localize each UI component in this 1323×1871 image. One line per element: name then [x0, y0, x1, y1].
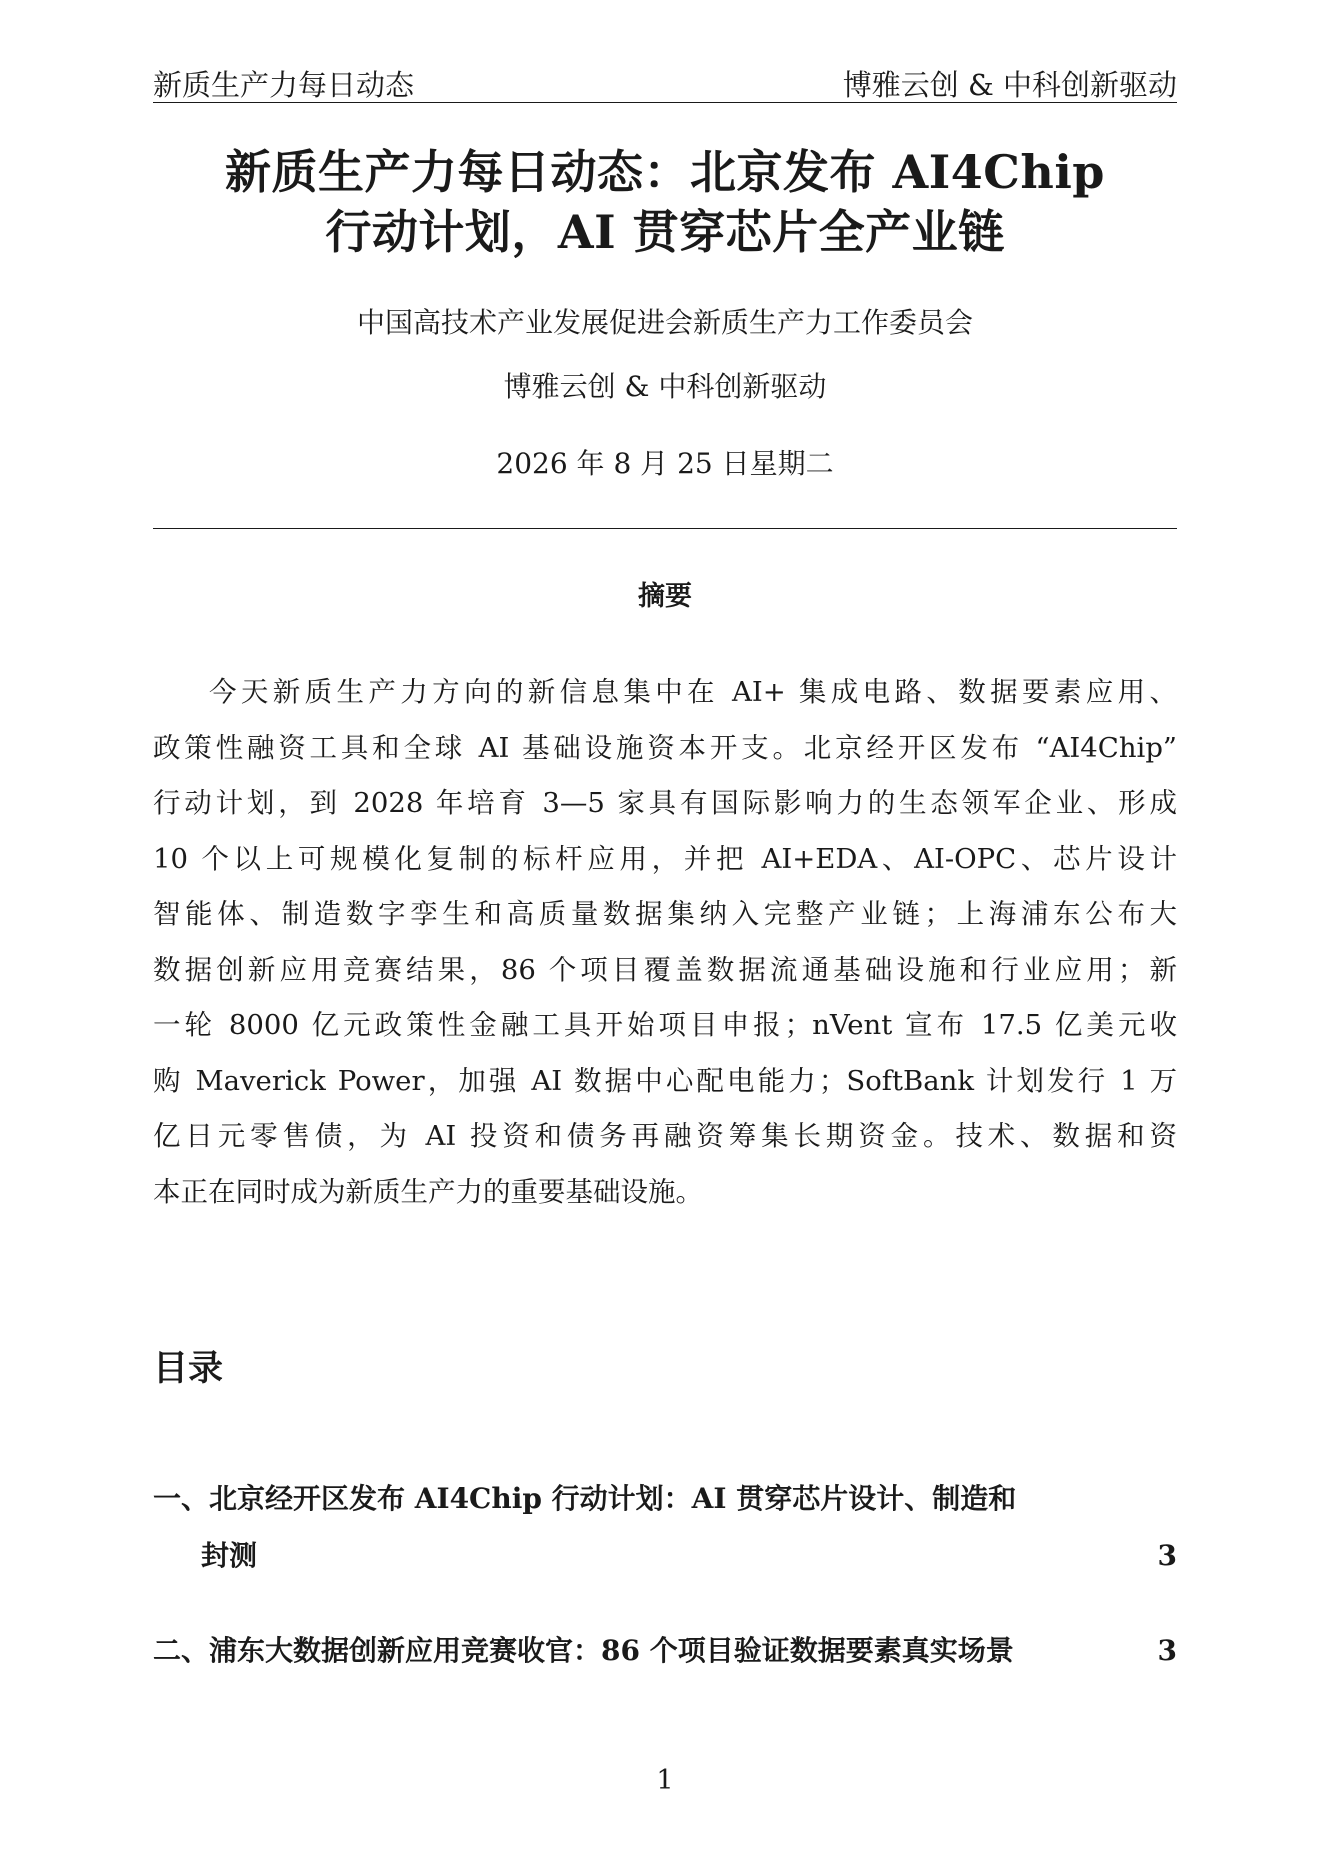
abstract-line: 政策性融资工具和全球 AI 基础设施资本开支。北京经开区发布 “AI4Chip”	[153, 731, 1177, 764]
header-right-authors: 博雅云创 & 中科创新驱动	[842, 68, 1177, 102]
abstract-line: 一轮 8000 亿元政策性金融工具开始项目申报；nVent 宣布 17.5 亿美元收	[153, 1009, 1177, 1041]
running-header	[153, 60, 1177, 102]
abstract-line: 本正在同时成为新质生产力的重要基础设施。	[153, 1175, 703, 1208]
toc-entry-title-continued[interactable]: 封测	[201, 1539, 258, 1572]
toc-entry-2[interactable]	[153, 1634, 1177, 1668]
toc-entry-title[interactable]: 一、北京经开区发布 AI4Chip 行动计划：AI 贯穿芯片设计、制造和	[153, 1482, 1017, 1515]
abstract-line: 今天新质生产力方向的新信息集中在 AI+ 集成电路、数据要素应用、	[209, 676, 1177, 708]
toc-entry-page[interactable]: 3	[1157, 1634, 1177, 1667]
toc-entry-title[interactable]: 二、浦东大数据创新应用竞赛收官：86 个项目验证数据要素真实场景	[153, 1634, 1014, 1667]
abstract-line: 购 Maverick Power，加强 AI 数据中心配电能力；SoftBank 计划发行 1 万	[153, 1064, 1177, 1097]
abstract-heading: 摘要	[638, 581, 692, 612]
title-rule	[153, 528, 1177, 529]
title-line-2: 行动计划，AI 贯穿芯片全产业链	[325, 205, 1005, 259]
authors: 博雅云创 & 中科创新驱动	[503, 370, 827, 403]
toc-heading: 目录	[153, 1348, 224, 1389]
toc-entry-1[interactable]	[153, 1482, 1177, 1573]
title-line-1: 新质生产力每日动态：北京发布 AI4Chip	[225, 145, 1105, 199]
date: 2026 年 8 月 25 日星期二	[496, 447, 834, 480]
abstract-line: 智能体、制造数字孪生和高质量数据集纳入完整产业链；上海浦东公布大	[153, 898, 1177, 930]
document-title	[140, 142, 1190, 262]
header-left-title: 新质生产力每日动态	[153, 68, 415, 102]
abstract-line: 10 个以上可规模化复制的标杆应用，并把 AI+EDA、AI-OPC、芯片设计	[153, 842, 1177, 875]
organization: 中国高技术产业发展促进会新质生产力工作委员会	[356, 306, 973, 339]
abstract-body	[153, 665, 1177, 1220]
toc-entry-page[interactable]: 3	[1157, 1539, 1177, 1572]
abstract-line: 亿日元零售债，为 AI 投资和债务再融资筹集长期资金。技术、数据和资	[153, 1120, 1177, 1152]
abstract-line: 数据创新应用竞赛结果，86 个项目覆盖数据流通基础设施和行业应用；新	[153, 953, 1177, 986]
page-number: 1	[656, 1765, 674, 1796]
abstract-line: 行动计划，到 2028 年培育 3—5 家具有国际影响力的生态领军企业、形成	[153, 787, 1177, 819]
header-rule	[153, 102, 1177, 103]
